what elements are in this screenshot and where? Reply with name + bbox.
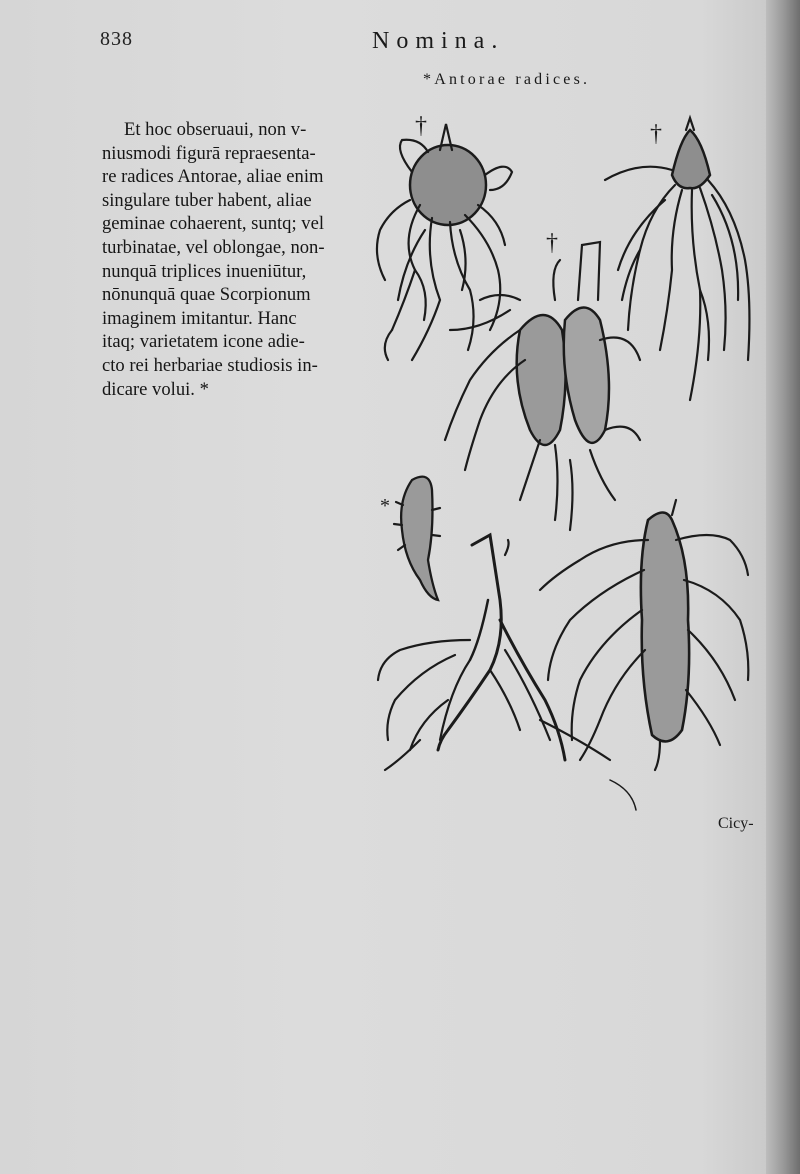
text-line: niusmodi figurā repraesenta- [102,142,316,164]
page-number: 838 [100,28,133,50]
woodcut-root-small [394,477,440,600]
cross-mark: † [546,230,558,256]
woodcut-stray-line [610,780,636,810]
cross-mark: † [415,113,427,139]
running-title: Nomina. [372,28,505,54]
asterisk-mark: * [380,495,390,517]
text-line: nōnunquā quae Scorpionum [102,284,311,306]
figure-caption: *Antorae radices. [423,71,591,88]
catchword: Cicy- [718,815,754,832]
woodcut-root-bottom-right [540,500,748,770]
cross-mark: † [650,121,662,147]
woodcut-root-center [445,242,640,530]
text-line: re radices Antorae, aliae enim [102,166,324,188]
text-line: Et hoc obseruaui, non v- [124,119,307,140]
woodcut-root-top-left [377,124,512,360]
woodcut-root-top-right [605,118,749,400]
text-line: turbinatae, vel oblongae, non- [102,236,325,258]
text-line: imaginem imitantur. Hanc [102,307,297,329]
text-line: singulare tuber habent, aliae [102,189,312,211]
text-line: cto rei herbariae studiosis in- [102,354,318,376]
text-line: nunquā triplices inueniūtur, [102,260,307,282]
text-line: geminae cohaerent, suntq; vel [102,213,325,235]
text-line: itaq; varietatem icone adie- [102,331,305,353]
page-edge-shadow [766,0,800,1174]
text-line: dicare volui. * [102,378,209,400]
